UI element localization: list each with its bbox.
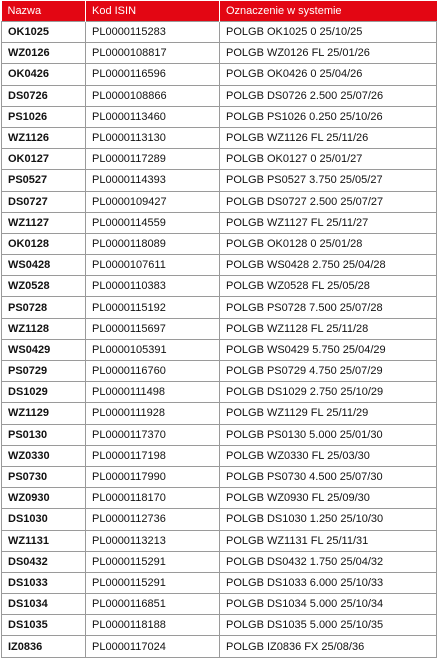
bond-name-cell: WZ1131 <box>2 530 86 551</box>
isin-code-cell: PL0000105391 <box>86 339 220 360</box>
table-row <box>2 297 437 318</box>
system-designation-cell: POLGB PS0729 4.750 25/07/29 <box>220 361 437 382</box>
bond-name-cell: OK0426 <box>2 64 86 85</box>
table-header <box>2 1 437 22</box>
isin-code-cell: PL0000109427 <box>86 191 220 212</box>
bond-name-cell: WZ1127 <box>2 212 86 233</box>
isin-code-cell: PL0000118188 <box>86 615 220 636</box>
isin-code-cell: PL0000108817 <box>86 43 220 64</box>
table-row <box>2 509 437 530</box>
table-body <box>2 22 437 658</box>
isin-code-cell: PL0000108866 <box>86 85 220 106</box>
isin-code-cell: PL0000113213 <box>86 530 220 551</box>
isin-code-cell: PL0000113460 <box>86 106 220 127</box>
bond-name-cell: IZ0836 <box>2 636 86 657</box>
bond-name-cell: PS0728 <box>2 297 86 318</box>
bond-table-container <box>1 1 436 658</box>
bond-name-cell: WS0429 <box>2 339 86 360</box>
system-designation-cell: POLGB DS0432 1.750 25/04/32 <box>220 551 437 572</box>
isin-code-cell: PL0000116760 <box>86 361 220 382</box>
table-row <box>2 615 437 636</box>
table-row <box>2 22 437 43</box>
system-designation-cell: POLGB PS0728 7.500 25/07/28 <box>220 297 437 318</box>
bond-name-cell: PS0729 <box>2 361 86 382</box>
bond-name-cell: PS0730 <box>2 466 86 487</box>
system-designation-cell: POLGB DS1029 2.750 25/10/29 <box>220 382 437 403</box>
column-header-system-designation: Oznaczenie w systemie <box>220 1 437 22</box>
table-row <box>2 64 437 85</box>
table-row <box>2 488 437 509</box>
bond-name-cell: DS1034 <box>2 594 86 615</box>
bond-name-cell: PS0130 <box>2 424 86 445</box>
system-designation-cell: POLGB PS0527 3.750 25/05/27 <box>220 170 437 191</box>
system-designation-cell: POLGB DS0727 2.500 25/07/27 <box>220 191 437 212</box>
table-row <box>2 594 437 615</box>
table-row <box>2 276 437 297</box>
bond-name-cell: WZ1129 <box>2 403 86 424</box>
table-row <box>2 127 437 148</box>
system-designation-cell: POLGB WZ0330 FL 25/03/30 <box>220 445 437 466</box>
bond-name-cell: WS0428 <box>2 255 86 276</box>
system-designation-cell: POLGB IZ0836 FX 25/08/36 <box>220 636 437 657</box>
header-row <box>2 1 437 22</box>
system-designation-cell: POLGB DS1030 1.250 25/10/30 <box>220 509 437 530</box>
bond-name-cell: OK0128 <box>2 233 86 254</box>
system-designation-cell: POLGB WZ1126 FL 25/11/26 <box>220 127 437 148</box>
system-designation-cell: POLGB OK0128 0 25/01/28 <box>220 233 437 254</box>
table-row <box>2 636 437 657</box>
system-designation-cell: POLGB WZ0126 FL 25/01/26 <box>220 43 437 64</box>
table-row <box>2 339 437 360</box>
bond-name-cell: OK1025 <box>2 22 86 43</box>
bond-name-cell: DS0432 <box>2 551 86 572</box>
bond-name-cell: DS0726 <box>2 85 86 106</box>
bond-name-cell: OK0127 <box>2 149 86 170</box>
system-designation-cell: POLGB OK0426 0 25/04/26 <box>220 64 437 85</box>
system-designation-cell: POLGB WZ1127 FL 25/11/27 <box>220 212 437 233</box>
isin-code-cell: PL0000118170 <box>86 488 220 509</box>
table-row <box>2 424 437 445</box>
table-row <box>2 191 437 212</box>
system-designation-cell: POLGB DS1035 5.000 25/10/35 <box>220 615 437 636</box>
bond-name-cell: DS1033 <box>2 572 86 593</box>
isin-code-cell: PL0000111928 <box>86 403 220 424</box>
bond-name-cell: WZ0930 <box>2 488 86 509</box>
system-designation-cell: POLGB WS0429 5.750 25/04/29 <box>220 339 437 360</box>
system-designation-cell: POLGB DS0726 2.500 25/07/26 <box>220 85 437 106</box>
bond-name-cell: PS1026 <box>2 106 86 127</box>
system-designation-cell: POLGB WZ0528 FL 25/05/28 <box>220 276 437 297</box>
isin-code-cell: PL0000117370 <box>86 424 220 445</box>
table-row <box>2 212 437 233</box>
bond-name-cell: WZ1126 <box>2 127 86 148</box>
system-designation-cell: POLGB WZ0930 FL 25/09/30 <box>220 488 437 509</box>
system-designation-cell: POLGB OK1025 0 25/10/25 <box>220 22 437 43</box>
table-row <box>2 403 437 424</box>
isin-code-cell: PL0000107611 <box>86 255 220 276</box>
table-row <box>2 445 437 466</box>
table-row <box>2 43 437 64</box>
table-row <box>2 361 437 382</box>
bond-name-cell: WZ1128 <box>2 318 86 339</box>
table-row <box>2 530 437 551</box>
table-row <box>2 255 437 276</box>
isin-code-cell: PL0000118089 <box>86 233 220 254</box>
bond-name-cell: PS0527 <box>2 170 86 191</box>
isin-code-cell: PL0000111498 <box>86 382 220 403</box>
isin-code-cell: PL0000115283 <box>86 22 220 43</box>
table-row <box>2 233 437 254</box>
column-header-name: Nazwa <box>2 1 86 22</box>
isin-code-cell: PL0000112736 <box>86 509 220 530</box>
isin-code-cell: PL0000115697 <box>86 318 220 339</box>
isin-code-cell: PL0000116851 <box>86 594 220 615</box>
bond-name-cell: DS1035 <box>2 615 86 636</box>
table-row <box>2 382 437 403</box>
system-designation-cell: POLGB WS0428 2.750 25/04/28 <box>220 255 437 276</box>
isin-code-cell: PL0000117289 <box>86 149 220 170</box>
isin-code-cell: PL0000117198 <box>86 445 220 466</box>
system-designation-cell: POLGB OK0127 0 25/01/27 <box>220 149 437 170</box>
isin-code-cell: PL0000115291 <box>86 572 220 593</box>
table-row <box>2 149 437 170</box>
table-row <box>2 170 437 191</box>
isin-code-cell: PL0000117024 <box>86 636 220 657</box>
system-designation-cell: POLGB WZ1131 FL 25/11/31 <box>220 530 437 551</box>
bond-table <box>1 1 437 658</box>
bond-name-cell: DS1030 <box>2 509 86 530</box>
isin-code-cell: PL0000114393 <box>86 170 220 191</box>
system-designation-cell: POLGB WZ1129 FL 25/11/29 <box>220 403 437 424</box>
table-row <box>2 85 437 106</box>
table-row <box>2 466 437 487</box>
table-row <box>2 318 437 339</box>
table-row <box>2 551 437 572</box>
bond-name-cell: DS0727 <box>2 191 86 212</box>
system-designation-cell: POLGB DS1033 6.000 25/10/33 <box>220 572 437 593</box>
isin-code-cell: PL0000115192 <box>86 297 220 318</box>
isin-code-cell: PL0000113130 <box>86 127 220 148</box>
bond-name-cell: WZ0528 <box>2 276 86 297</box>
system-designation-cell: POLGB PS0130 5.000 25/01/30 <box>220 424 437 445</box>
isin-code-cell: PL0000114559 <box>86 212 220 233</box>
isin-code-cell: PL0000117990 <box>86 466 220 487</box>
column-header-isin: Kod ISIN <box>86 1 220 22</box>
system-designation-cell: POLGB WZ1128 FL 25/11/28 <box>220 318 437 339</box>
bond-name-cell: WZ0330 <box>2 445 86 466</box>
bond-name-cell: WZ0126 <box>2 43 86 64</box>
bond-name-cell: DS1029 <box>2 382 86 403</box>
table-row <box>2 106 437 127</box>
isin-code-cell: PL0000116596 <box>86 64 220 85</box>
table-row <box>2 572 437 593</box>
system-designation-cell: POLGB PS0730 4.500 25/07/30 <box>220 466 437 487</box>
isin-code-cell: PL0000115291 <box>86 551 220 572</box>
system-designation-cell: POLGB PS1026 0.250 25/10/26 <box>220 106 437 127</box>
system-designation-cell: POLGB DS1034 5.000 25/10/34 <box>220 594 437 615</box>
isin-code-cell: PL0000110383 <box>86 276 220 297</box>
